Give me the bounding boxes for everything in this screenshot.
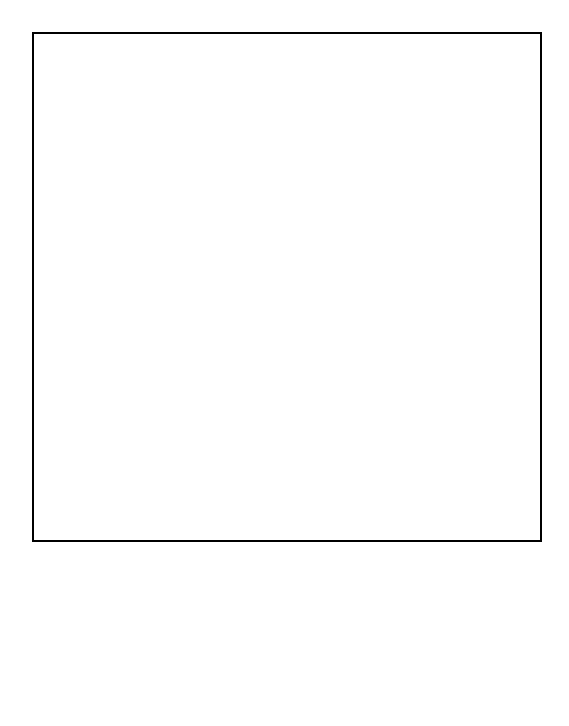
grid-border <box>33 33 541 541</box>
